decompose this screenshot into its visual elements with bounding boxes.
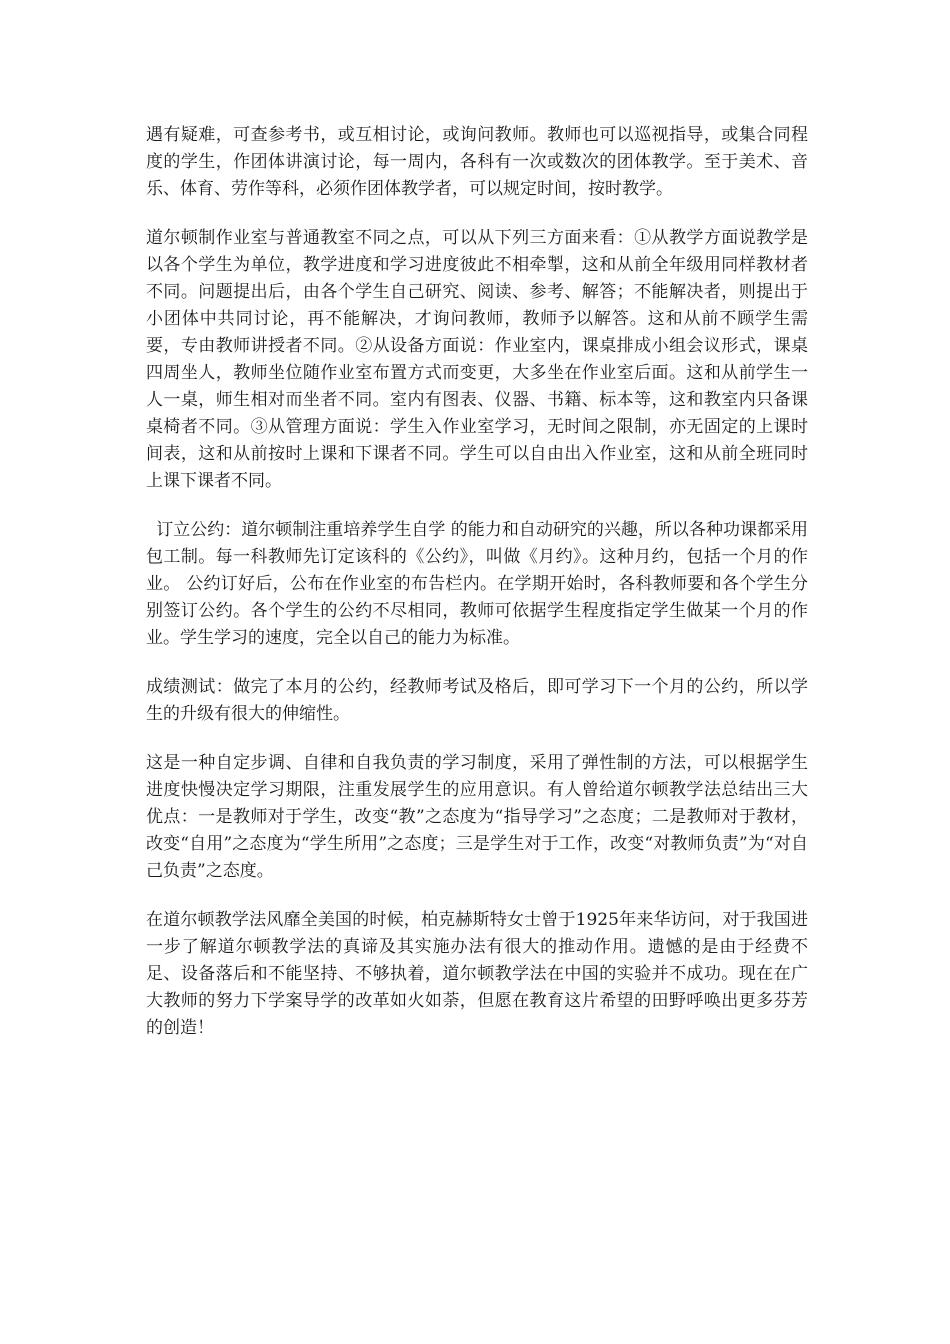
paragraph-assessment: 成绩测试：做完了本月的公约，经教师考试及格后，即可学习下一个月的公约，所以学生的升级有很大的伸缩性。 [146, 677, 808, 724]
paragraph-group-teaching: 遇有疑难，可查参考书，或互相讨论，或询问教师。教师也可以巡视指导，或集合同程度的学生，作团体讲演讨论，每一周内，各科有一次或数次的团体教学。至于美术、音乐、体育、劳作等科，必须作团体教学者，可以规定时间，按时教学。 [146, 125, 808, 199]
document-body [146, 122, 808, 1064]
paragraph-advantages: 这是一种自定步调、自律和自我负责的学习制度，采用了弹性制的方法，可以根据学生进度快慢决定学习期限，注重发展学生的应用意识。有人曾给道尔顿教学法总结出三大优点：一是教师对于学生，改变“教”之态度为“指导学习”之态度；二是教师对于教材，改变“自用”之态度为“学生所用”之态度；三是学生对于工作，改变“对教师负责”为“对自己负责”之态度。 [146, 753, 808, 881]
paragraph-workroom-differences: 道尔顿制作业室与普通教室不同之点，可以从下列三方面来看：①从教学方面说教学是以各个学生为单位，教学进度和学习进度彼此不相牵掣，这和从前全年级用同样教材者不同。问题提出后，由各个学生自己研究、阅读、参考、解答；不能解决者，则提出于小团体中共同讨论，再不能解决，才询问教师，教师予以解答。这和从前不顾学生需要，专由教师讲授者不同。②从设备方面说：作业室内，课桌排成小组会议形式，课桌四周坐人，教师坐位随作业室布置方式而变更，大多坐在作业室后面。这和从前学生一人一桌，师生相对而坐者不同。室内有图表、仪器、书籍、标本等，这和教室内只备课桌椅者不同。③从管理方面说：学生入作业室学习，无时间之限制，亦无固定的上课时间表，这和从前按时上课和下课者不同。学生可以自由出入作业室，这和从前全班同时上课下课者不同。 [146, 228, 808, 491]
paragraph-contract: 订立公约：道尔顿制注重培养学生自学 的能力和自动研究的兴趣，所以各种功课都采用包工制。每一科教师先订定该科的《公约》，叫做《月约》。这种月约，包括一个月的作业。 公约订好后，公布在作业室的布告栏内。在学期开始时，各科教师要和各个学生分别签订公约。各个学生的公约不尽相同，教师可依据学生程度指定学生做某一个月的作业。学生学习的速度，完全以自己的能力为标准。 [146, 520, 808, 648]
paragraph-history-china: 在道尔顿教学法风靡全美国的时候，柏克赫斯特女士曾于1925年来华访问，对于我国进一步了解道尔顿教学法的真谛及其实施办法有很大的推动作用。遗憾的是由于经费不足、设备落后和不能坚持、不够执着，道尔顿教学法在中国的实验并不成功。现在在广大教师的努力下学案导学的改革如火如荼，但愿在教育这片希望的田野呼唤出更多芬芳的创造！ [146, 910, 808, 1038]
